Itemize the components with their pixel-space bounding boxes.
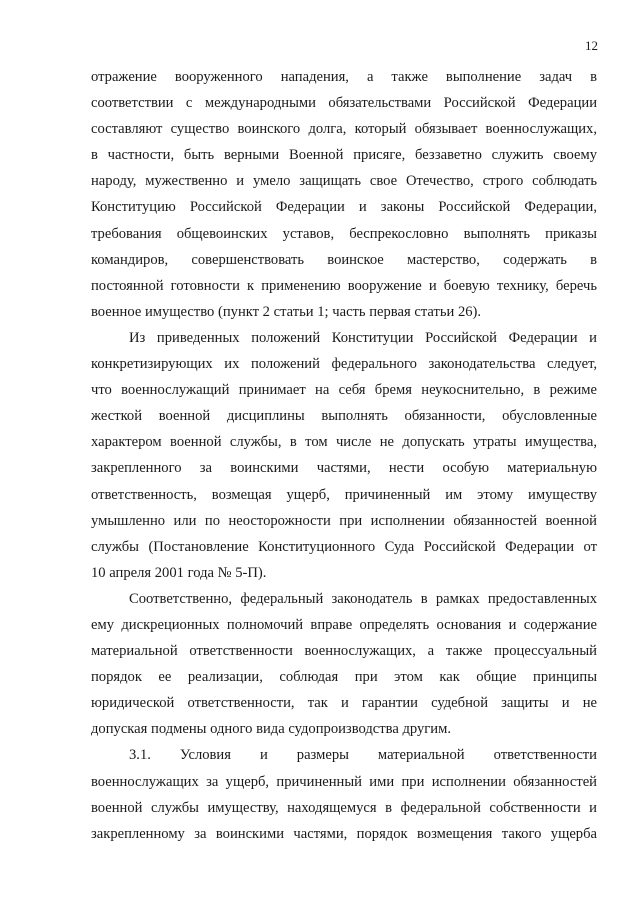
text-line: ему дискреционных полномочий вправе определять основания и содержание	[91, 616, 597, 633]
page-number: 12	[585, 38, 598, 53]
text-line: в частности, быть верными Военной присяге, беззаветно служить своему	[91, 147, 597, 164]
text-line: закрепленного за воинскими частями, нести особую материальную	[91, 460, 597, 477]
text-line: материальной ответственности военнослужащих, а также процессуальный	[91, 643, 597, 660]
text-line: юридической ответственности, так и гарантии судебной защиты и не	[91, 695, 597, 712]
text-line: военнослужащих за ущерб, причиненный ими при исполнении обязанностей	[91, 773, 597, 790]
paragraph-1	[91, 64, 597, 325]
text-line: жесткой военной дисциплины выполнять обязанности, обусловленные	[91, 408, 597, 425]
text-line: составляют существо воинского долга, который обязывает военнослужащих,	[91, 121, 597, 138]
paragraph-4	[91, 742, 597, 846]
paragraph-2	[91, 325, 597, 586]
text-line: Соответственно, федеральный законодатель в рамках предоставленных	[129, 590, 597, 607]
text-line: требования общевоинских уставов, беспрекословно выполнять приказы	[91, 225, 597, 242]
text-line: Из приведенных положений Конституции Российской Федерации и	[129, 329, 597, 346]
paragraph-3	[91, 586, 597, 743]
text-line: службы (Постановление Конституционного Суда Российской Федерации от	[91, 538, 597, 555]
text-line: отражение вооруженного нападения, а также выполнение задач в	[91, 69, 597, 85]
text-line: порядок ее реализации, соблюдая при этом как общие принципы	[91, 669, 597, 686]
text-line: Конституцию Российской Федерации и законы Российской Федерации,	[91, 199, 597, 216]
text-line: ответственность, возмещая ущерб, причиненный им этому имуществу	[91, 486, 597, 503]
text-line: конкретизирующих их положений федерального законодательства следует,	[91, 356, 597, 373]
text-line: военной службы имуществу, находящемуся в федеральной собственности и	[91, 799, 597, 816]
text-line: 3.1. Условия и размеры материальной ответственности	[129, 747, 597, 764]
text-line: постоянной готовности к применению вооружение и боевую технику, беречь	[91, 277, 597, 294]
text-line: народу, мужественно и умело защищать свое Отечество, строго соблюдать	[91, 173, 597, 190]
text-line: что военнослужащий принимает на себя бремя неукоснительно, в режиме	[91, 382, 597, 399]
text-line: военное имущество (пункт 2 статьи 1; часть первая статьи 26).	[91, 303, 482, 320]
document-body	[91, 64, 597, 847]
text-line: закрепленному за воинскими частями, порядок возмещения такого ущерба	[91, 825, 597, 842]
text-line: 10 апреля 2001 года № 5-П).	[91, 564, 267, 581]
text-line: соответствии с международными обязательствами Российской Федерации	[91, 95, 597, 112]
text-line: командиров, совершенствовать воинское мастерство, содержать в	[91, 251, 597, 268]
text-line: умышленно или по неосторожности при исполнении обязанностей военной	[91, 512, 597, 529]
text-line: допуская подмены одного вида судопроизводства другим.	[91, 721, 451, 738]
text-line: характером военной службы, в том числе не допускать утраты имущества,	[91, 434, 597, 451]
